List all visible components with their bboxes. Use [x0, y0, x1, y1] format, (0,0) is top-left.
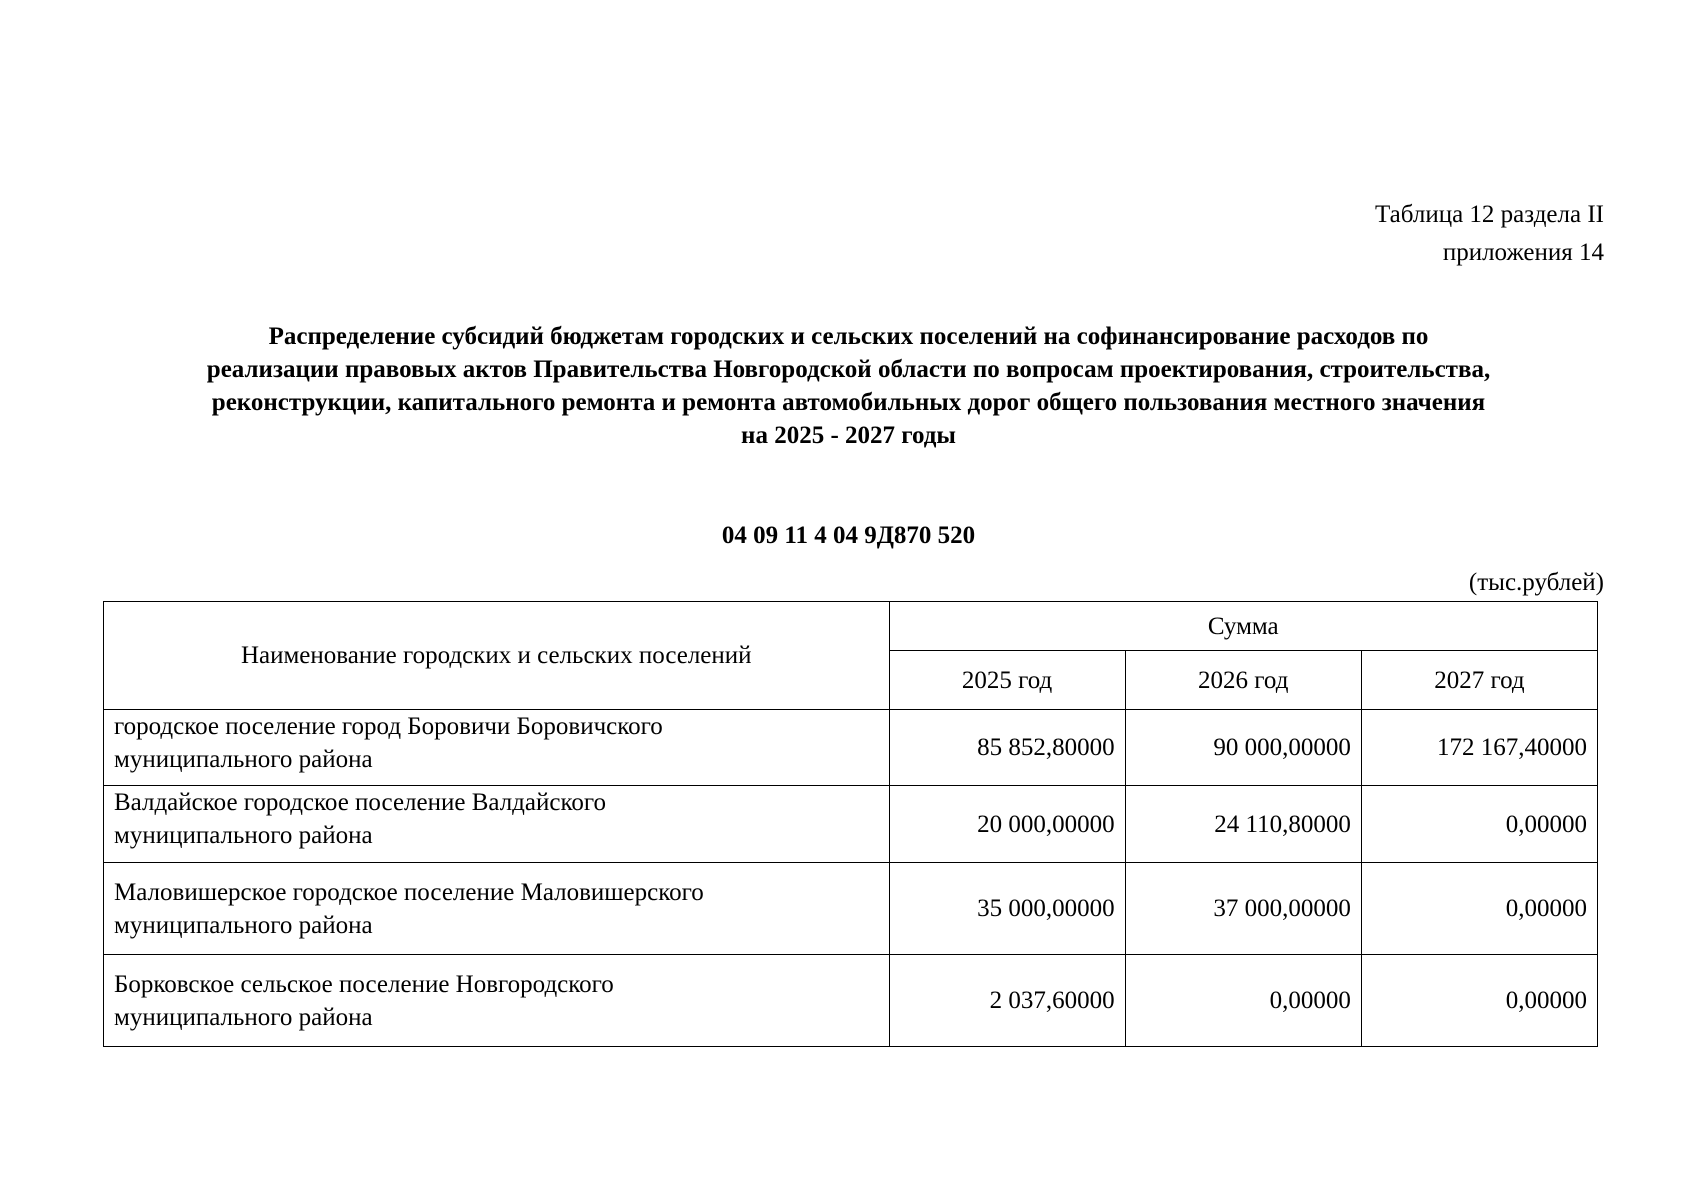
settlement-name-line: муниципального района: [114, 746, 373, 773]
settlement-name-line: городское поселение город Боровичи Боровичского: [114, 713, 663, 740]
table-row: [104, 786, 1598, 863]
budget-classification-code: 04 09 11 4 04 9Д870 520: [721, 522, 976, 549]
header-settlement-name: Наименование городских и сельских поселений: [104, 602, 890, 710]
unit-label: (тыс.рублей): [1468, 569, 1604, 596]
amount-2025-cell: 20 000,00000: [889, 786, 1125, 863]
amount-2027-cell: 0,00000: [1361, 786, 1597, 863]
amount-2025-cell: 85 852,80000: [889, 710, 1125, 786]
document-title: [100, 320, 1597, 452]
amount-2026-cell: 24 110,80000: [1125, 786, 1361, 863]
settlement-name-line: муниципального района: [114, 1003, 373, 1031]
table-reference-line-1: Таблица 12 раздела II: [1375, 201, 1604, 228]
settlement-name-line: Валдайское городское поселение Валдайского: [114, 789, 606, 816]
document-title-line-4: на 2025 - 2027 годы: [741, 422, 956, 449]
amount-2026-cell: 90 000,00000: [1125, 710, 1361, 786]
header-year-2026: 2026 год: [1125, 651, 1361, 710]
header-sum: Сумма: [889, 602, 1597, 651]
document-title-line-3: реконструкции, капитального ремонта и ремонта автомобильных дорог общего пользования местного значения: [211, 389, 1486, 416]
table-row: [104, 710, 1598, 786]
amount-2027-cell: 0,00000: [1361, 863, 1597, 955]
table-row: [104, 955, 1598, 1047]
settlement-name-cell: [104, 863, 890, 955]
amount-2026-cell: 37 000,00000: [1125, 863, 1361, 955]
settlement-name-line: Борковское сельское поселение Новгородского: [114, 970, 614, 998]
settlement-name-cell: [104, 955, 890, 1047]
header-year-2025: 2025 год: [889, 651, 1125, 710]
amount-2026-cell: 0,00000: [1125, 955, 1361, 1047]
settlement-name-cell: [104, 786, 890, 863]
document-title-line-2: реализации правовых актов Правительства Новгородской области по вопросам проектирования, строительства,: [206, 356, 1491, 383]
settlement-name-line: муниципального района: [114, 822, 373, 849]
document-title-line-1: Распределение субсидий бюджетам городских и сельских поселений на софинансирование расходов по: [268, 323, 1429, 350]
amount-2027-cell: 0,00000: [1361, 955, 1597, 1047]
amount-2027-cell: 172 167,40000: [1361, 710, 1597, 786]
table-reference: [1375, 196, 1604, 272]
amount-2025-cell: 2 037,60000: [889, 955, 1125, 1047]
table-header-row: [104, 602, 1598, 651]
table-row: [104, 863, 1598, 955]
header-year-2027: 2027 год: [1361, 651, 1597, 710]
amount-2025-cell: 35 000,00000: [889, 863, 1125, 955]
settlement-name-line: Маловишерское городское поселение Маловишерского: [114, 878, 704, 906]
subsidy-table: [103, 601, 1598, 1047]
settlement-name-line: муниципального района: [114, 911, 373, 939]
settlement-name-cell: [104, 710, 890, 786]
table-reference-line-2: приложения 14: [1442, 239, 1604, 266]
